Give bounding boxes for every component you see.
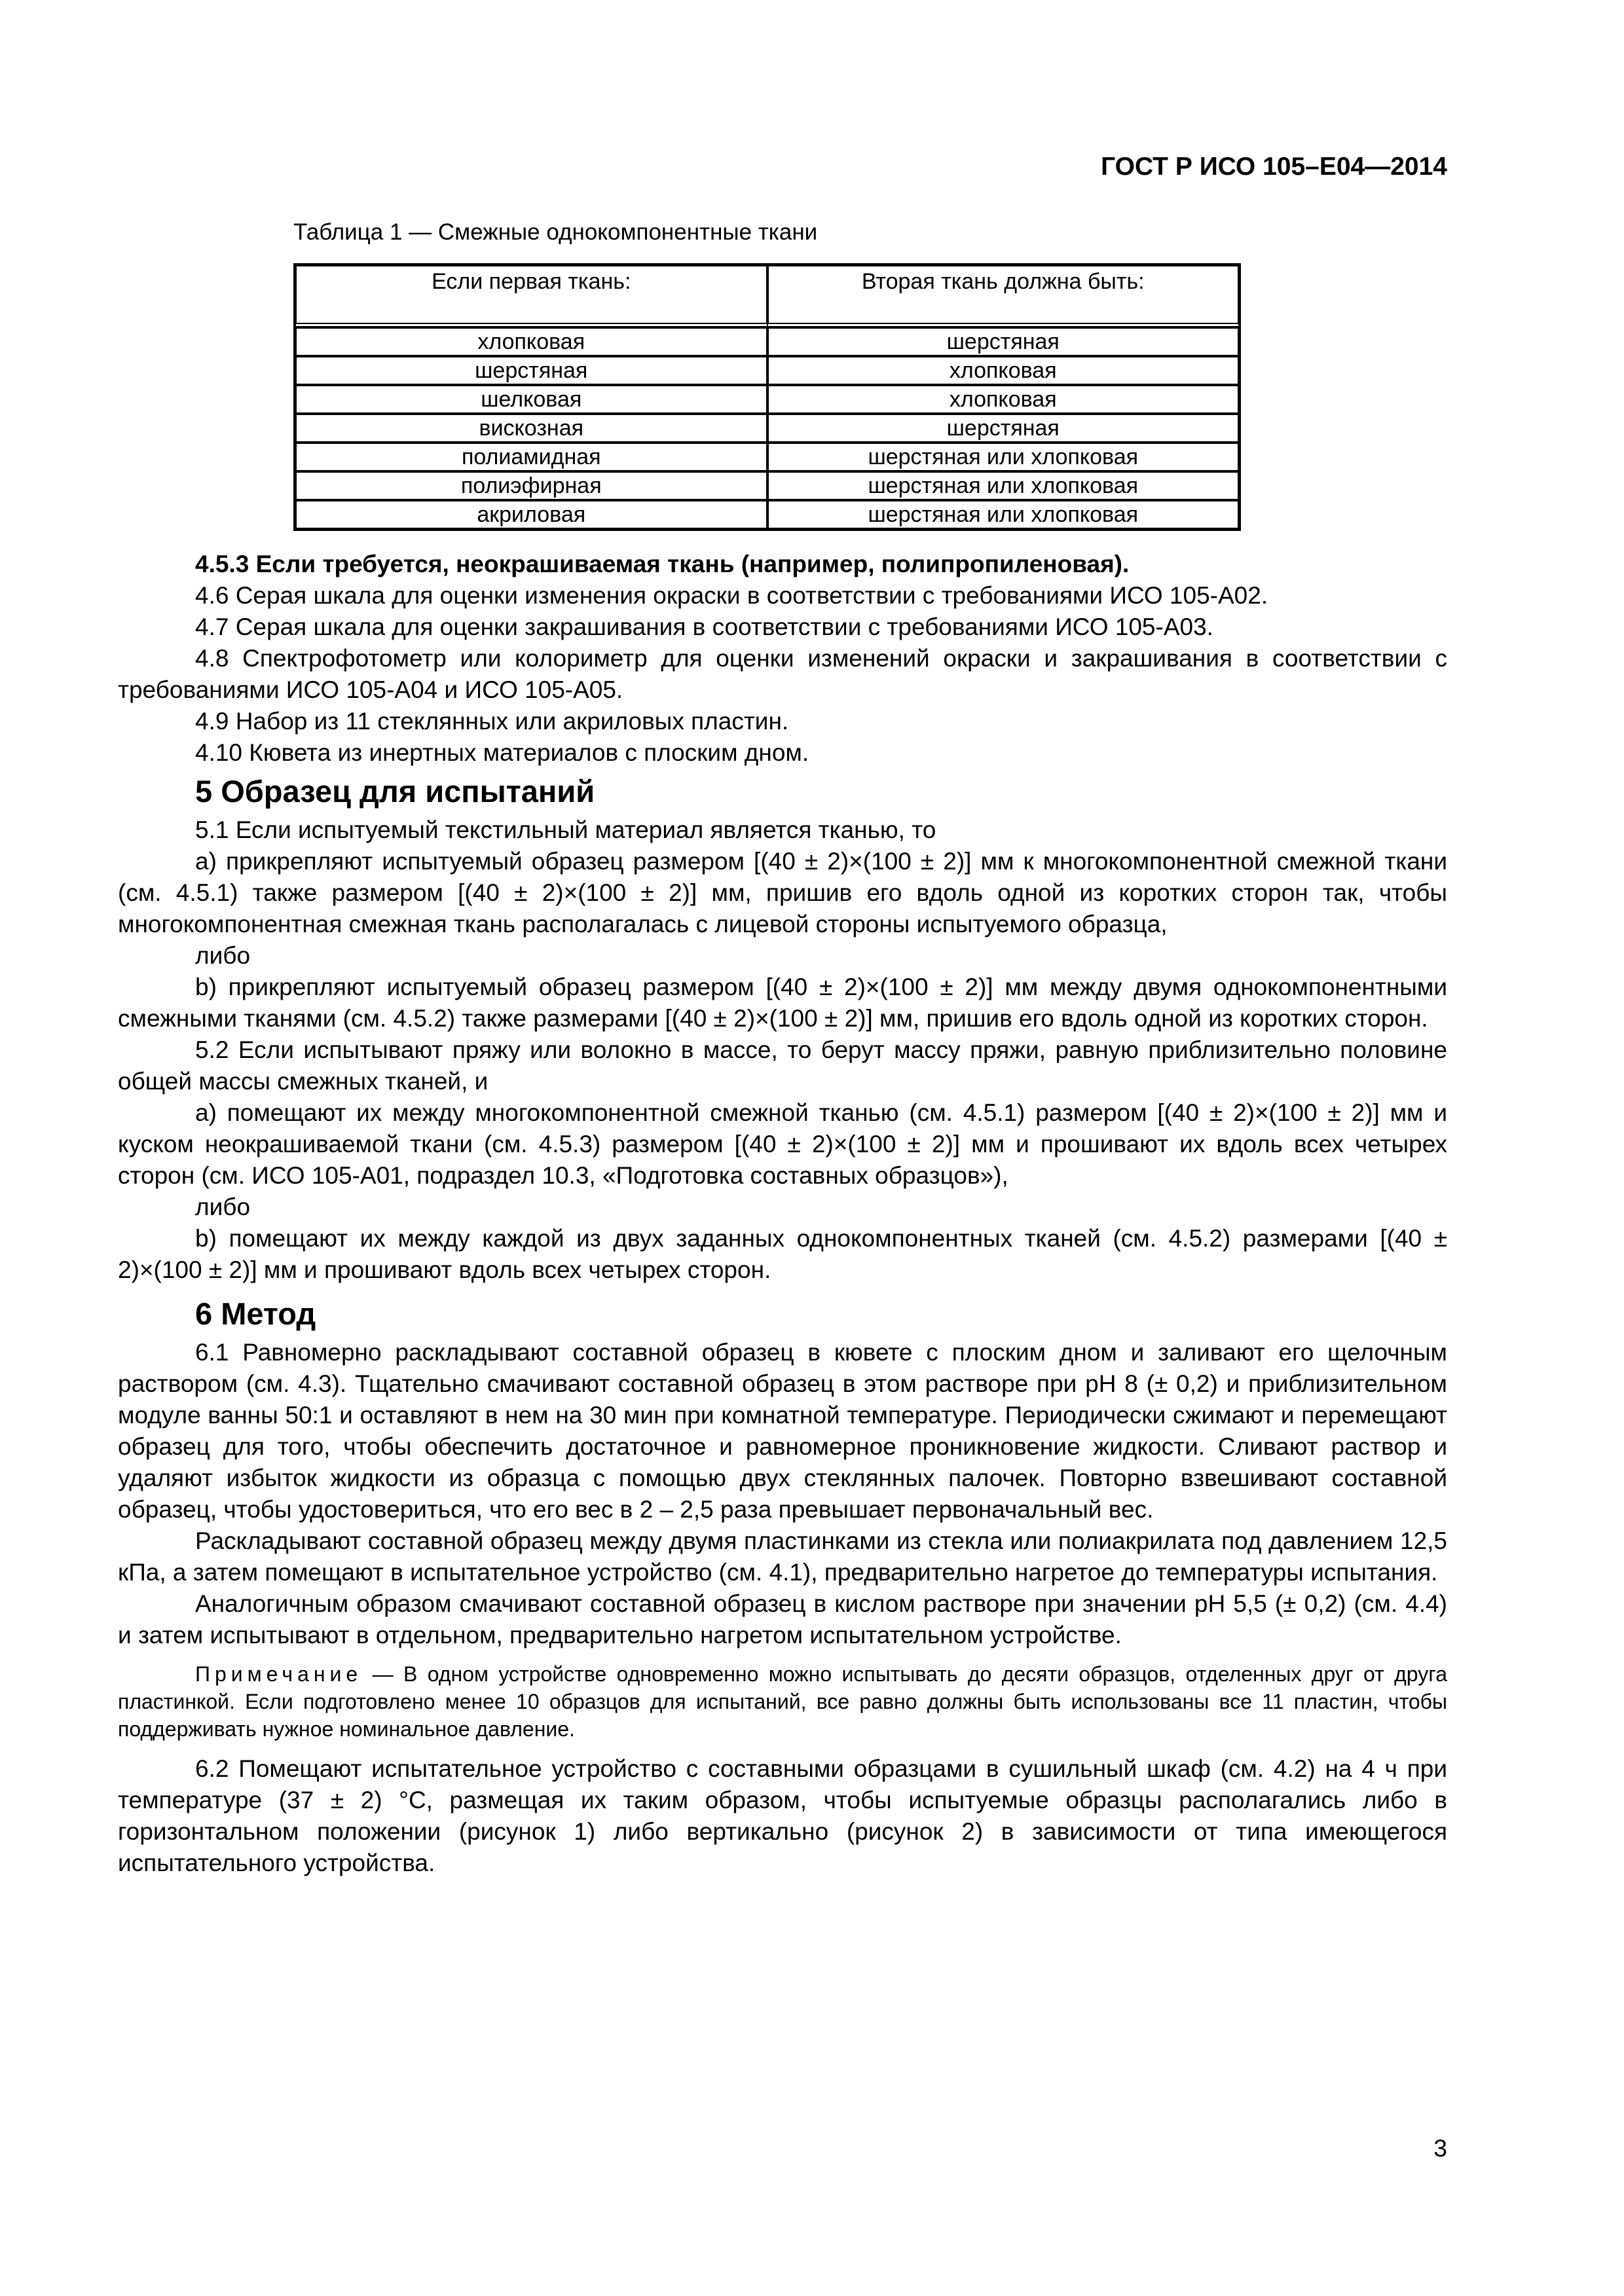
table-row: [295, 414, 1239, 443]
paragraph-5-2: 5.2 Если испытывают пряжу или волокно в массе, то берут массу пряжи, равную приблизительно половине общей массы смежных тканей, и: [118, 1036, 1447, 1095]
paragraph-6-2: 6.2 Помещают испытательное устройство с составными образцами в сушильный шкаф (см. 4.2) на 4 ч при температуре (37 ± 2) °С, размещая их таким образом, чтобы испытуемые образцы располагались либо в горизонтальном положении (рисунок 1) либо вертикально (рисунок 2) в зависимости от типа имеющегося испытательного устройства.: [118, 1755, 1447, 1876]
table-header-row: [295, 265, 1239, 327]
paragraph-6-1-b: Раскладывают составной образец между двумя пластинками из стекла или полиакрилата под давлением 12,5 кПа, а затем помещают в испытательное устройство (см. 4.1), предварительно нагретое до температуры испытания.: [118, 1527, 1447, 1586]
table-cell: полиэфирная: [295, 471, 767, 500]
table-row: [295, 385, 1239, 414]
table-row: [295, 471, 1239, 500]
table-cell: шелковая: [295, 385, 767, 414]
page-number: 3: [1433, 2135, 1447, 2162]
table-cell: шерстяная или хлопковая: [767, 500, 1240, 529]
note-label: Примечание: [195, 1662, 363, 1686]
table-cell: шерстяная: [767, 414, 1240, 443]
paragraph-or: либо: [195, 1194, 251, 1220]
table-caption: Таблица 1 — Смежные однокомпонентные ткани: [293, 219, 818, 245]
table-header-cell: Если первая ткань:: [295, 265, 767, 327]
paragraph-5-2-b: b) помещают их между каждой из двух заданных однокомпонентных тканей (см. 4.5.2) размерами [(40 ± 2)×(100 ± 2)] мм и прошивают вдоль всех четырех сторон.: [118, 1225, 1447, 1283]
table-cell: хлопковая: [767, 385, 1240, 414]
section-heading-5: 5 Образец для испытаний: [195, 774, 595, 809]
table-cell: шерстяная или хлопковая: [767, 471, 1240, 500]
table-cell: полиамидная: [295, 443, 767, 471]
table-cell: шерстяная: [767, 327, 1240, 356]
table-cell: вискозная: [295, 414, 767, 443]
paragraph-6-1: 6.1 Равномерно раскладывают составной образец в кювете с плоским дном и заливают его щелочным раствором (см. 4.3). Тщательно смачивают составной образец в этом растворе при pH 8 (± 0,2) и приблизительном модуле ванны 50:1 и оставляют в нем на 30 мин при комнатной температуре. Периодически сжимают и перемещают образец для того, чтобы обеспечить достаточное и равномерное проникновение жидкости. Сливают раствор и удаляют избыток жидкости из образца с помощью двух стеклянных палочек. Повторно взвешивают составной образец, чтобы удостовериться, что его вес в 2 – 2,5 раза превышает первоначальный вес.: [118, 1339, 1447, 1523]
table-cell: акриловая: [295, 500, 767, 529]
paragraph-4-8: 4.8 Спектрофотометр или колориметр для оценки изменений окраски и закрашивания в соответствии с требованиями ИСО 105-А04 и ИСО 105-А05.: [118, 645, 1447, 703]
document-body: [118, 549, 1447, 1879]
table-row: [295, 356, 1239, 385]
table-cell: хлопковая: [767, 356, 1240, 385]
table-row: [295, 500, 1239, 529]
table-row: [295, 327, 1239, 356]
standard-code: ГОСТ Р ИСО 105–Е04—2014: [1101, 153, 1447, 181]
table-cell: шерстяная: [295, 356, 767, 385]
table-cell: шерстяная или хлопковая: [767, 443, 1240, 471]
paragraph-6-1-c: Аналогичным образом смачивают составной образец в кислом растворе при значении pH 5,5 (± 0,2) (см. 4.4) и затем испытывают в отдельном, предварительно нагретом испытательном устройстве.: [118, 1590, 1447, 1649]
paragraph-4-7: 4.7 Серая шкала для оценки закрашивания в соответствии с требованиями ИСО 105-А03.: [195, 613, 1213, 640]
paragraph-5-1: 5.1 Если испытуемый текстильный материал является тканью, то: [195, 816, 936, 843]
section-heading-6: 6 Метод: [195, 1296, 316, 1331]
paragraph-5-1-b: b) прикрепляют испытуемый образец размером [(40 ± 2)×(100 ± 2)] мм между двумя однокомпонентными смежными тканями (см. 4.5.2) также размерами [(40 ± 2)×(100 ± 2)] мм, пришив его вдоль одной из коротких сторон.: [118, 974, 1447, 1032]
paragraph-5-1-a: а) прикрепляют испытуемый образец размером [(40 ± 2)×(100 ± 2)] мм к многокомпонентной смежной ткани (см. 4.5.1) также размером [(40 ± 2)×(100 ± 2)] мм, пришив его вдоль одной из коротких сторон так, чтобы многокомпонентная смежная ткань располагалась с лицевой стороны испытуемого образца,: [118, 848, 1447, 938]
table-row: [295, 443, 1239, 471]
paragraph-or: либо: [195, 942, 251, 969]
table-cell: хлопковая: [295, 327, 767, 356]
note-text: — В одном устройстве одновременно можно испытывать до десяти образцов, отделенных друг от друга пластинкой. Если подготовлено менее 10 образцов для испытаний, все равно должны быть использованы все 11 пластин, чтобы поддерживать нужное номинальное давление.: [118, 1662, 1447, 1741]
paragraph-4-5-3: 4.5.3 Если требуется, неокрашиваемая ткань (например, полипропиленовая).: [195, 551, 1130, 577]
adjacent-fabrics-table: [293, 263, 1241, 531]
paragraph-4-10: 4.10 Кювета из инертных материалов с плоским дном.: [195, 739, 809, 766]
paragraph-4-6: 4.6 Серая шкала для оценки изменения окраски в соответствии с требованиями ИСО 105-А02.: [195, 582, 1268, 609]
paragraph-5-2-a: а) помещают их между многокомпонентной смежной тканью (см. 4.5.1) размером [(40 ± 2)×(100 ± 2)] мм и куском неокрашиваемой ткани (см. 4.5.3) размером [(40 ± 2)×(100 ± 2)] мм и прошивают их вдоль всех четырех сторон (см. ИСО 105-А01, подраздел 10.3, «Подготовка составных образцов»),: [118, 1099, 1447, 1189]
note: [118, 1660, 1447, 1743]
paragraph-4-9: 4.9 Набор из 11 стеклянных или акриловых пластин.: [195, 708, 789, 735]
table-header-cell: Вторая ткань должна быть:: [767, 265, 1240, 327]
